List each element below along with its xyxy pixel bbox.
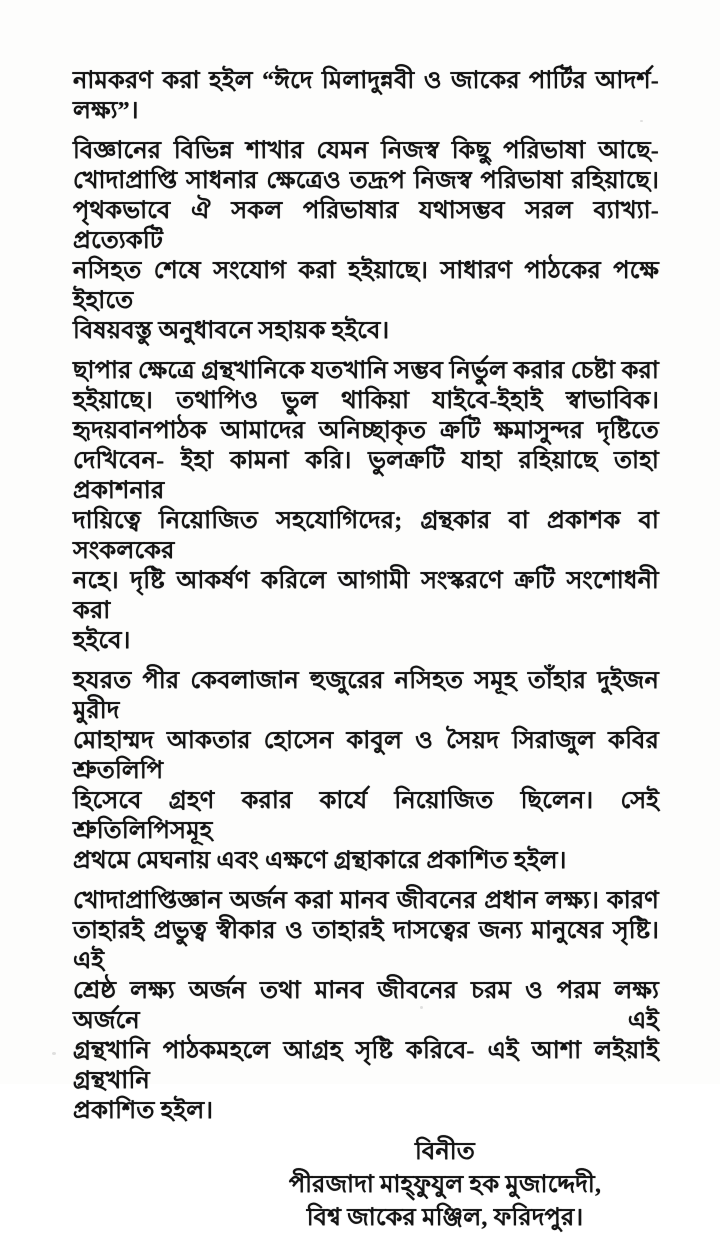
signature-salutation: বিনীত	[414, 1139, 476, 1165]
paragraph-transcription	[73, 666, 659, 876]
signature-block	[73, 1136, 659, 1235]
scan-speck	[52, 1052, 56, 1055]
text-line: নহে। দৃষ্টি আকর্ষণ করিলে আগামী সংস্করণে ক্রটি সংশোধনী করা	[73, 568, 659, 624]
text-line: পৃথকভাবে ঐ সকল পরিভাষার যথাসম্ভব সরল ব্যাখ্যা-প্রত্যেকটি	[73, 198, 659, 254]
text-line: প্রথমে মেঘনায় এবং এক্ষণে গ্রন্থাকারে প্রকাশিত হইল।	[73, 848, 567, 874]
preface-text-block	[73, 66, 659, 1235]
scan-speck	[420, 1006, 423, 1009]
text-line: দায়িত্বে নিয়োজিত সহযোগিদের; গ্রন্থকার বা প্রকাশক বা সংকলকের	[73, 508, 659, 564]
text-line: দেখিবেন- ইহা কামনা করি। ভুলক্রটি যাহা রহিয়াছে তাহা প্রকাশনার	[73, 448, 659, 504]
text-line: গ্রন্থখানি পাঠকমহলে আগ্রহ সৃষ্টি করিবে- এই আশা লইয়াই গ্রন্থখানি	[73, 1038, 659, 1094]
paragraph-terminology	[73, 136, 659, 346]
paragraph-life-goal	[73, 886, 659, 1126]
text-line: শ্রেষ্ঠ লক্ষ্য অর্জন তথা মানব জীবনের চরম ও পরম লক্ষ্য অর্জনে এই	[73, 978, 659, 1034]
scan-speck	[640, 120, 643, 122]
text-line: হৃদয়বানপাঠক আমাদের অনিচ্ছাকৃত ক্রটি ক্ষমাসুন্দর দৃষ্টিতে	[73, 418, 659, 444]
text-line: মোহাম্মদ আকতার হোসেন কাবুল ও সৈয়দ সিরাজুল কবির শ্রুতলিপি	[73, 728, 659, 784]
text-line: বিজ্ঞানের বিভিন্ন শাখার যেমন নিজস্ব কিছু পরিভাষা আছে-	[73, 138, 659, 164]
signature-address: বিশ্ব জাকের মঞ্জিল, ফরিদপুর।	[306, 1205, 584, 1231]
text-line: প্রকাশিত হইল।	[73, 1098, 214, 1124]
text-line: হিসেবে গ্রহণ করার কার্যে নিয়োজিত ছিলেন। সেই শ্রুতিলিপিসমূহ	[73, 788, 659, 844]
text-line: বিষয়বস্তু অনুধাবনে সহায়ক হইবে।	[73, 318, 390, 344]
text-line: লক্ষ্য”।	[73, 98, 139, 124]
text-line: খোদাপ্রাপ্তিজ্ঞান অর্জন করা মানব জীবনের প্রধান লক্ষ্য। কারণ	[73, 888, 659, 914]
text-line: নসিহত শেষে সংযোগ করা হইয়াছে। সাধারণ পাঠকের পক্ষে ইহাতে	[73, 258, 659, 314]
paragraph-title-naming	[73, 66, 659, 126]
text-line: ছাপার ক্ষেত্রে গ্রন্থখানিকে যতখানি সম্ভব নির্ভুল করার চেষ্টা করা	[73, 358, 659, 384]
text-line: হযরত পীর কেবলাজান হুজুরের নসিহত সমূহ তাঁহার দুইজন মুরীদ	[73, 668, 659, 724]
text-line: খোদাপ্রাপ্তি সাধনার ক্ষেত্রেও তদ্রূপ নিজস্ব পরিভাষা রহিয়াছে।	[73, 168, 659, 194]
text-line: তাহারই প্রভুত্ব স্বীকার ও তাহারই দাসত্বের জন্য মানুষের সৃষ্টি। এই	[73, 918, 659, 974]
text-line: হইবে।	[73, 628, 131, 654]
paragraph-printing-errors	[73, 356, 659, 656]
text-line: হইয়াছে। তথাপিও ভুল থাকিয়া যাইবে-ইহাই স্বাভাবিক।	[73, 388, 659, 414]
text-line: নামকরণ করা হইল “ঈদে মিলাদুন্নবী ও জাকের পার্টির আদর্শ-	[73, 68, 659, 94]
signature-name: পীরজাদা মাহ্‌ফুযুল হক মুজাদ্দেদী,	[288, 1172, 602, 1198]
